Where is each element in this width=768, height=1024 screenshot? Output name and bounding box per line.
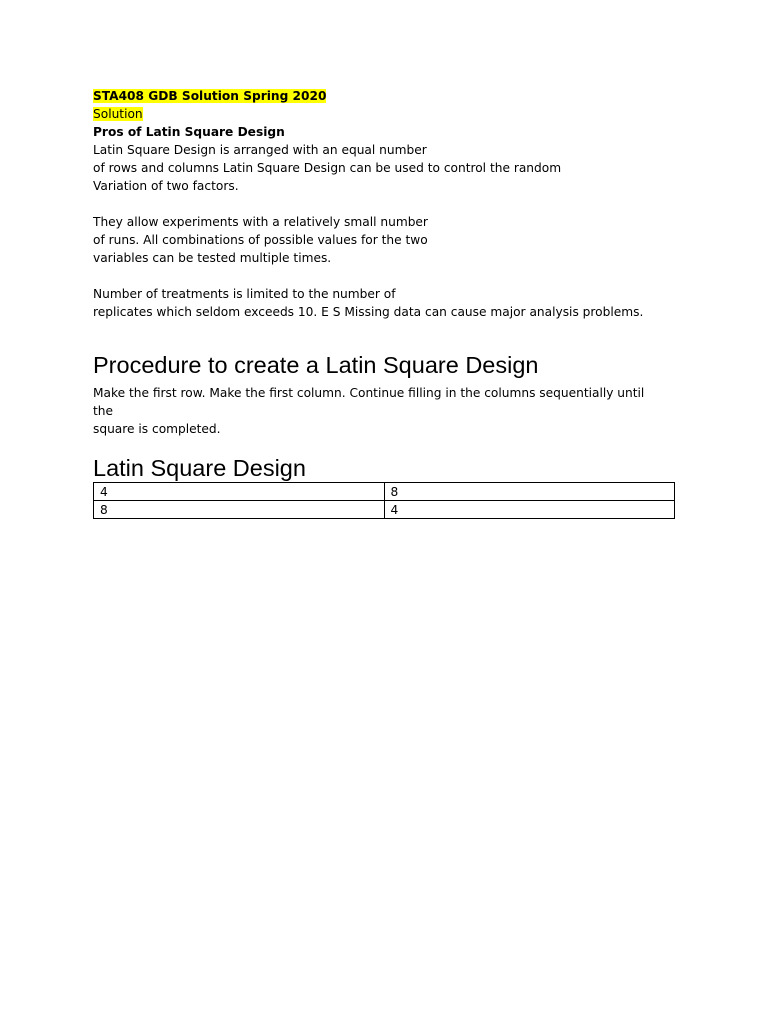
paragraph-line: of rows and columns Latin Square Design can be used to control the random bbox=[93, 161, 562, 175]
table-cell: 8 bbox=[384, 483, 675, 501]
paragraph-line: Variation of two factors. bbox=[93, 179, 239, 193]
latin-square-table bbox=[93, 482, 675, 519]
table-cell: 4 bbox=[384, 501, 675, 519]
latin-square-heading: Latin Square Design bbox=[93, 455, 306, 481]
paragraph-line: They allow experiments with a relatively small number bbox=[93, 215, 428, 229]
document-subtitle: Solution bbox=[93, 107, 143, 121]
pros-heading: Pros of Latin Square Design bbox=[93, 125, 285, 139]
procedure-line: Make the first row. Make the first column. Continue filling in the columns sequentially until bbox=[93, 386, 645, 400]
paragraph-experiments bbox=[93, 213, 683, 267]
paragraph-line: variables can be tested multiple times. bbox=[93, 251, 332, 265]
paragraph-line: replicates which seldom exceeds 10. E S Missing data can cause major analysis problems. bbox=[93, 305, 644, 319]
procedure-text bbox=[93, 384, 683, 438]
document-page bbox=[93, 87, 683, 519]
procedure-line: the bbox=[93, 404, 114, 418]
table-row bbox=[94, 501, 675, 519]
table-cell: 4 bbox=[94, 483, 385, 501]
document-title: STA408 GDB Solution Spring 2020 bbox=[93, 89, 327, 103]
paragraph-line: of runs. All combinations of possible values for the two bbox=[93, 233, 428, 247]
procedure-line: square is completed. bbox=[93, 422, 221, 436]
paragraph-spacer bbox=[93, 267, 683, 285]
paragraph-treatments bbox=[93, 285, 683, 321]
paragraph-spacer bbox=[93, 195, 683, 213]
paragraph-line: Number of treatments is limited to the number of bbox=[93, 287, 396, 301]
procedure-heading: Procedure to create a Latin Square Design bbox=[93, 352, 539, 378]
table-row bbox=[94, 483, 675, 501]
paragraph-arrangement bbox=[93, 141, 683, 195]
paragraph-line: Latin Square Design is arranged with an equal number bbox=[93, 143, 427, 157]
table-cell: 8 bbox=[94, 501, 385, 519]
